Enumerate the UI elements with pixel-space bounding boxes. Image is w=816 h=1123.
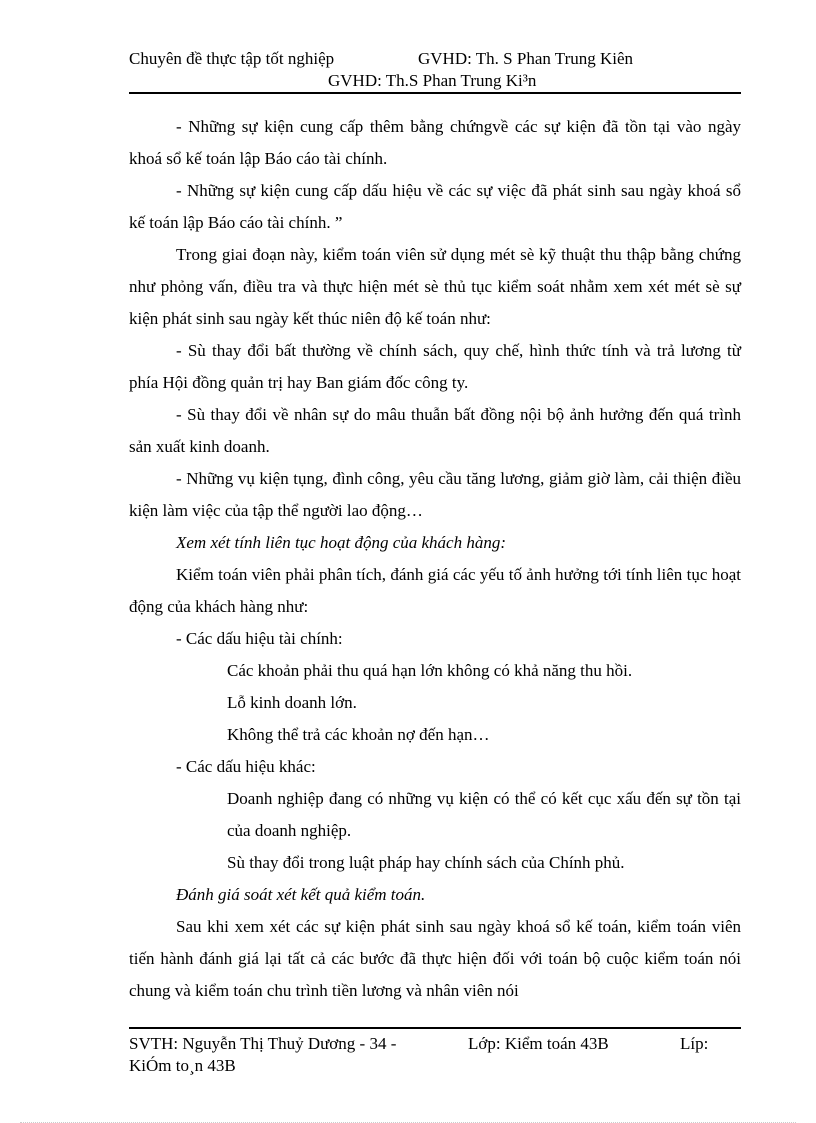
paragraph: Kiểm toán viên phải phân tích, đánh giá các yếu tố ảnh hưởng tới tính liên tục hoạt động của khách hàng như: — [129, 565, 741, 616]
page-header — [129, 49, 741, 93]
paragraph: Sau khi xem xét các sự kiện phát sinh sau ngày khoá sổ kế toán, kiểm toán viên tiến hành đánh giá lại tất cả các bước đã thực hiện đối với toán bộ cuộc kiểm toán nói chung và kiểm toán chu trình tiền lương và nhân viên nói — [129, 917, 741, 1000]
paragraph: - Sù thay đổi về nhân sự do mâu thuẫn bất đồng nội bộ ảnh hưởng đến quá trình sản xuất kinh doanh. — [129, 405, 741, 456]
list-item: Lỗ kinh doanh lớn. — [227, 693, 357, 712]
list-item: Sù thay đổi trong luật pháp hay chính sách của Chính phủ. — [227, 853, 625, 872]
list-item: Doanh nghiệp đang có những vụ kiện có thể có kết cục xấu đến sự tồn tại của doanh nghiệp. — [227, 789, 741, 840]
paragraph: Trong giai đoạn này, kiểm toán viên sử dụng mét sè kỹ thuật thu thập bằng chứng như phỏng vấn, điều tra và thực hiện mét sè thủ tục kiểm soát nhằm xem xét mét sè sự kiện phát sinh sau ngày kết thúc niên độ kế toán như: — [129, 245, 741, 328]
header-advisor-garbled: GVHD: Th.S Phan Trung Ki³n — [328, 71, 537, 90]
footer-lip: Líp: — [680, 1034, 709, 1053]
footer-author: SVTH: Nguyễn Thị Thuỷ Dương - 34 - — [129, 1034, 397, 1053]
paragraph: - Những sự kiện cung cấp thêm bằng chứngvề các sự kiện đã tồn tại vào ngày khoá sổ kế toán lập Báo cáo tài chính. — [129, 117, 741, 168]
document-body — [129, 111, 741, 1007]
list-item: Các khoản phải thu quá hạn lớn không có khả năng thu hồi. — [227, 661, 633, 680]
list-heading: - Các dấu hiệu khác: — [176, 757, 316, 776]
header-title: Chuyên đề thực tập tốt nghiệp — [129, 49, 335, 68]
paragraph: - Sù thay đổi bất thường về chính sách, quy chế, hình thức tính và trả lương từ phía Hội đồng quản trị hay Ban giám đốc công ty. — [129, 341, 741, 392]
section-heading: Xem xét tính liên tục hoạt động của khách hàng: — [176, 533, 506, 552]
paragraph: - Những sự kiện cung cấp dấu hiệu về các sự việc đã phát sinh sau ngày khoá sổ kế toán lập Báo cáo tài chính. ” — [129, 181, 741, 232]
list-item: Không thể trả các khoản nợ đến hạn… — [227, 725, 490, 744]
footer-class: Lớp: Kiểm toán 43B — [468, 1034, 609, 1053]
header-rule — [129, 92, 741, 94]
footer-class-garbled: KiÓm to¸n 43B — [129, 1056, 236, 1075]
list-heading: - Các dấu hiệu tài chính: — [176, 629, 343, 648]
paragraph: - Những vụ kiện tụng, đình công, yêu cầu tăng lương, giảm giờ làm, cải thiện điều kiện làm việc của tập thể người lao động… — [129, 469, 741, 520]
section-heading: Đánh giá soát xét kết quả kiểm toán. — [176, 885, 426, 904]
footer-rule — [129, 1027, 741, 1029]
page-footer — [129, 1034, 741, 1078]
header-advisor: GVHD: Th. S Phan Trung Kiên — [418, 49, 634, 68]
